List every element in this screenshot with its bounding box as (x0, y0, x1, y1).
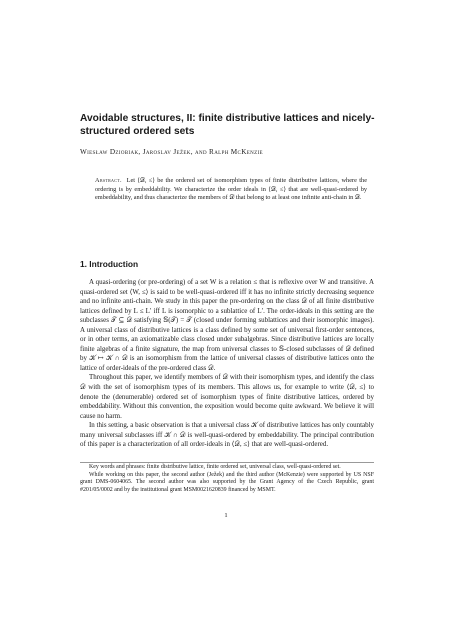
body-paragraph: In this setting, a basic observation is that a universal class 𝒦 of distributive lattices has only countably many universal subclasses iff 𝒦 ∩ 𝒟 is well-quasi-ordered by embeddability. The principal contribution of this paper is a characterization of all order-ideals in ⟨𝒟, ≤⟩ that are well-quasi-ordered. (80, 421, 374, 449)
section-body (80, 278, 374, 450)
footnotes (80, 464, 374, 494)
body-paragraph: Throughout this paper, we identify members of 𝒟 with their isomorphism types, and identify the class 𝒟 with the set of isomorphism types of its members. This allows us, for example to write ⟨𝒟, ≤⟩ to denote the (denumerable) ordered set of isomorphism types of finite distributive lattices, ordered by embeddability. Without this convention, the exposition would become quite awkward. We believe it will cause no harm. (80, 373, 374, 420)
abstract-label: Abstract. (95, 177, 122, 184)
footnote-keywords: Key words and phrases: finite distributive lattice, finite ordered set, universal class, well-quasi-ordered set. (89, 464, 341, 470)
author-list: Wiesław Dziobiak, Jaroslav Ježek, and Ralph McKenzie (80, 148, 263, 156)
footnote-rule (80, 462, 374, 463)
abstract-text: Let ⟨𝒟, ≤⟩ be the ordered set of isomorphism types of finite distributive lattices, where the ordering is by embeddability. We characterize the order ideals in ⟨𝒟, ≤⟩ that are well-quasi-ordered by embeddability, and thus characterize the members of 𝒟 that belong to at least one infinite anti-chain in 𝒟. (95, 177, 367, 202)
abstract (95, 177, 367, 203)
section-heading: 1. Introduction (80, 259, 139, 269)
page-number: 1 (224, 512, 228, 519)
footnote-funding: While working on this paper, the second author (Ježek) and the third author (McKenzie) were supported by US NSF grant DMS-0604065. The second author was also supported by the Grant Agency of the Czech Republic, grant #201/05/0002 and by the institutional grant MSM0021620839 financed by MSMT. (80, 471, 374, 493)
paper-title: Avoidable structures, II: finite distributive lattices and nicely-structured ordered sets (80, 113, 375, 137)
body-paragraph: A quasi-ordering (or pre-ordering) of a set W is a relation ≤ that is reflexive over W and transitive. A quasi-ordered set ⟨W, ≤⟩ is said to be well-quasi-ordered iff it has no infinite strictly decreasing sequence and no infinite anti-chain. We study in this paper the pre-ordering on the class 𝒟 of all finite distributive lattices defined by L ≤ L′ iff L is isomorphic to a sublattice of L′. The order-ideals in this setting are the subclasses 𝒯 ⊆ 𝒟 satisfying 𝕊(𝒯) = 𝒯 (closed under forming sublattices and their isomorphic images). A universal class of distributive lattices is a class defined by some set of universal first-order sentences, or in other terms, an axiomatizable class closed under subalgebras. Since distributive lattices are locally finite algebras of a finite signature, the map from universal classes to 𝕊-closed subclasses of 𝒟 defined by 𝒦 ↦ 𝒦 ∩ 𝒟 is an isomorphism from the lattice of universal classes of distributive lattices onto the lattice of order-ideals of the pre-ordered class 𝒟. (80, 278, 374, 372)
